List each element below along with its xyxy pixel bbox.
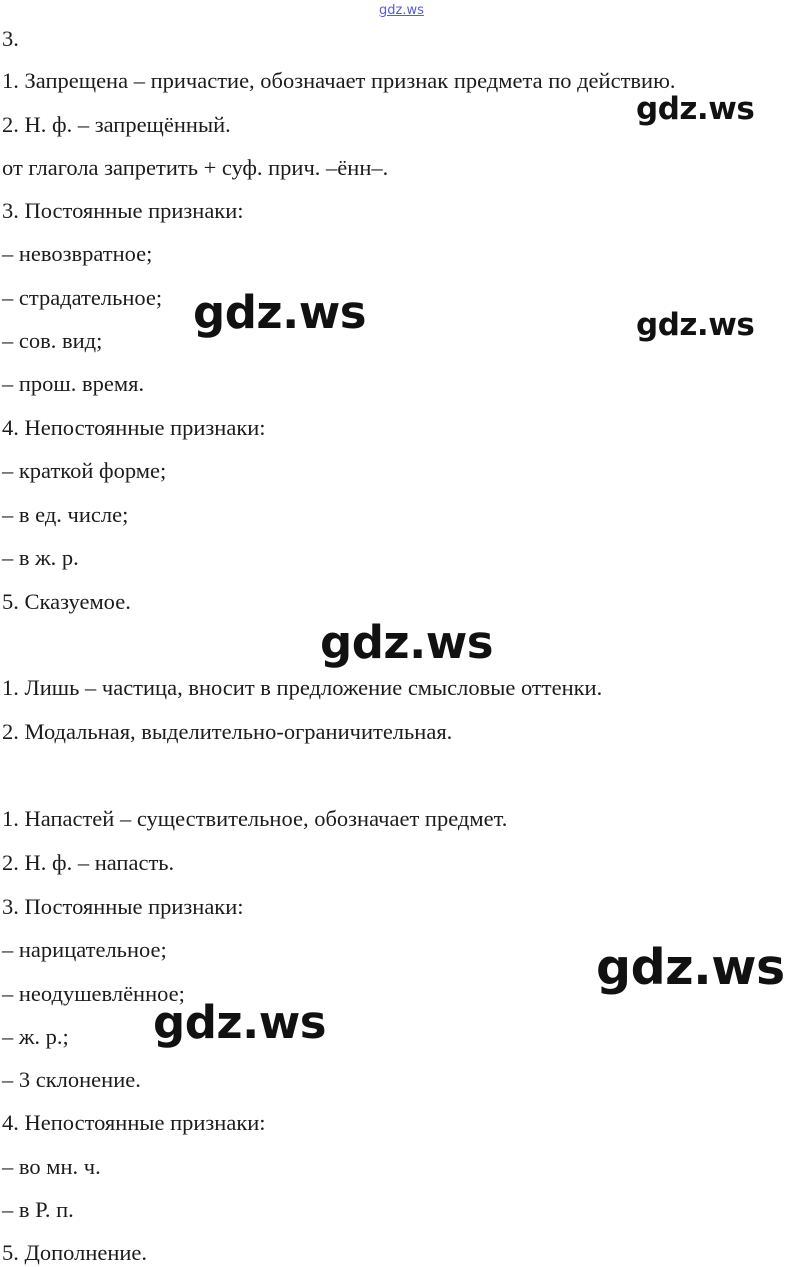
text-line: 2. Н. ф. – напасть. (2, 850, 175, 875)
text-line: 3. (2, 26, 19, 51)
text-line: 1. Запрещена – причастие, обозначает признак предмета по действию. (2, 68, 676, 93)
text-line: 4. Непостоянные признаки: (2, 415, 266, 440)
text-line: – в Р. п. (2, 1197, 74, 1222)
text-line: – неодушевлённое; (2, 981, 185, 1006)
text-line: – нарицательное; (2, 937, 167, 962)
text-line: 5. Сказуемое. (2, 589, 131, 614)
watermark: gdz.ws (636, 91, 755, 127)
text-line: 1. Лишь – частица, вносит в предложение смысловые оттенки. (2, 675, 603, 700)
text-line: – ж. р.; (2, 1024, 69, 1049)
text-line: – во мн. ч. (2, 1154, 101, 1179)
text-line: 3. Постоянные признаки: (2, 198, 244, 223)
text-line: – невозвратное; (2, 241, 153, 266)
text-line: 1. Напастей – существительное, обозначает предмет. (2, 806, 508, 831)
text-line: от глагола запретить + суф. прич. –ённ–. (2, 155, 389, 180)
text-line: – сов. вид; (2, 328, 103, 353)
text-line: – краткой форме; (2, 458, 167, 483)
watermark: gdz.ws (596, 939, 785, 996)
text-line: – в ед. числе; (2, 502, 129, 527)
watermark: gdz.ws (193, 286, 367, 339)
text-line: – в ж. р. (2, 545, 79, 570)
text-line: – прош. время. (2, 371, 145, 396)
text-line: 2. Модальная, выделительно-ограничительная. (2, 719, 453, 744)
text-line: 4. Непостоянные признаки: (2, 1110, 266, 1135)
watermark: gdz.ws (636, 307, 755, 343)
header-watermark-link[interactable]: gdz.ws (379, 3, 424, 18)
text-line: – 3 склонение. (2, 1067, 141, 1092)
text-line: – страдательное; (2, 285, 163, 310)
text-line: 5. Дополнение. (2, 1240, 148, 1265)
watermark: gdz.ws (153, 996, 327, 1049)
watermark: gdz.ws (320, 616, 494, 669)
text-line: 3. Постоянные признаки: (2, 894, 244, 919)
text-line: 2. Н. ф. – запрещённый. (2, 112, 231, 137)
